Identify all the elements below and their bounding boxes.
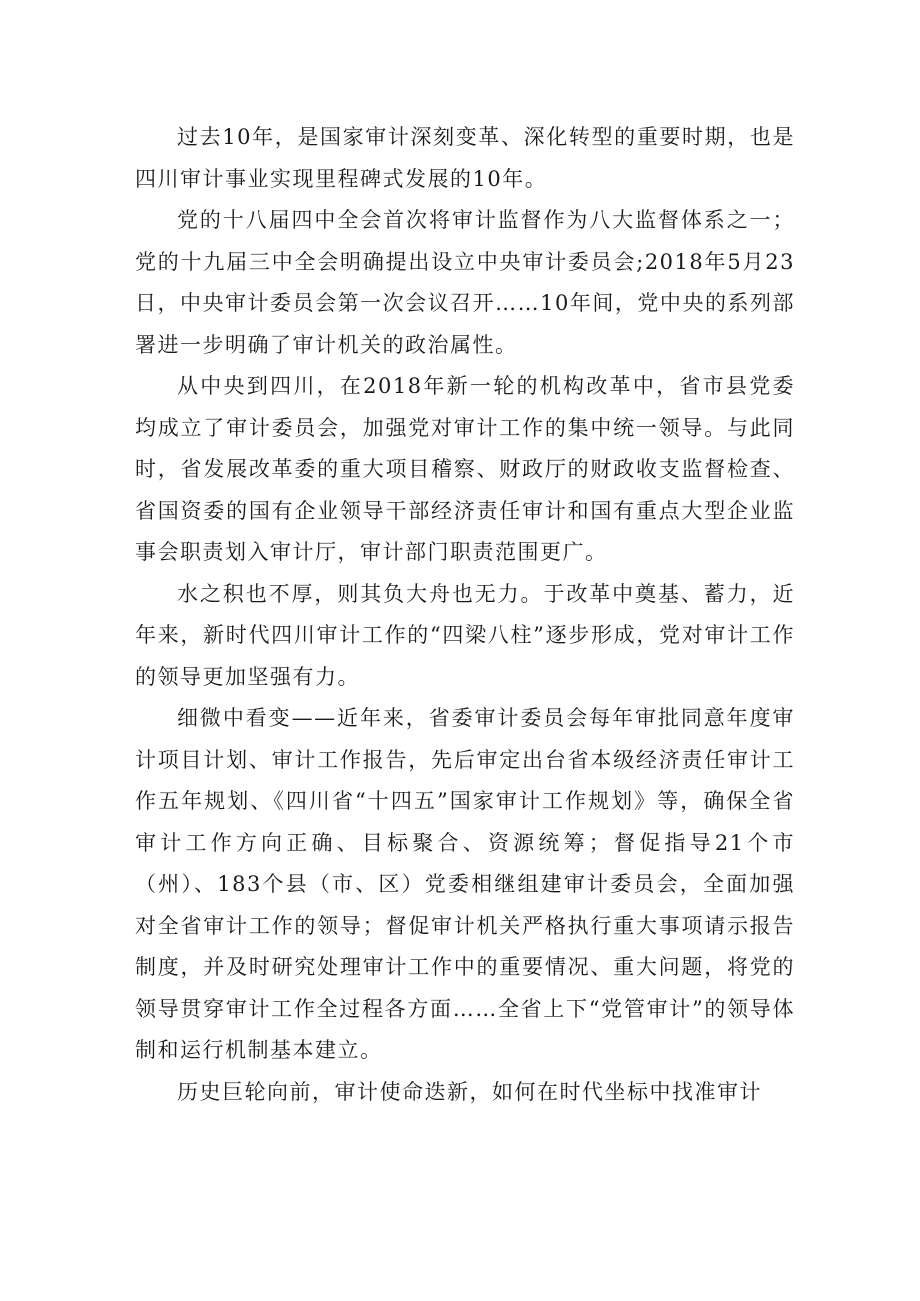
paragraph-5: 细微中看变——近年来，省委审计委员会每年审批同意年度审计项目计划、审计工作报告，先后审定出台省本级经济责任审计工作五年规划、《四川省“十四五”国家审计工作规划》等，确保全省审计工作方向正确、目标聚合、资源统筹；督促指导21个市（州）、183个县（市、区）党委相继组建审计委员会，全面加强对全省审计工作的领导；督促审计机关严格执行重大事项请示报告制度，并及时研究处理审计工作中的重要情况、重大问题，将党的领导贯穿审计工作全过程各方面……全省上下“党管审计”的领导体制和运行机制基本建立。 (135, 706, 795, 1062)
paragraph-6: 历史巨轮向前，审计使命迭新，如何在时代坐标中找准审计 (177, 1079, 762, 1104)
paragraph-2: 党的十八届四中全会首次将审计监督作为八大监督体系之一；党的十九届三中全会明确提出设立中央审计委员会;2018年5月23日，中央审计委员会第一次会议召开……10年间，党中央的系列部署进一步明确了审计机关的政治属性。 (135, 208, 795, 357)
document-body (135, 117, 795, 1113)
paragraph-3: 从中央到四川，在2018年新一轮的机构改革中，省市县党委均成立了审计委员会，加强党对审计工作的集中统一领导。与此同时，省发展改革委的重大项目稽察、财政厅的财政收支监督检查、省国资委的国有企业领导干部经济责任审计和国有重点大型企业监事会职责划入审计厅，审计部门职责范围更广。 (135, 374, 795, 564)
paragraph-1: 过去10年，是国家审计深刻变革、深化转型的重要时期，也是四川审计事业实现里程碑式发展的10年。 (135, 125, 795, 191)
paragraph-4: 水之积也不厚，则其负大舟也无力。于改革中奠基、蓄力，近年来，新时代四川审计工作的“四梁八柱”逐步形成，党对审计工作的领导更加坚强有力。 (135, 581, 795, 689)
